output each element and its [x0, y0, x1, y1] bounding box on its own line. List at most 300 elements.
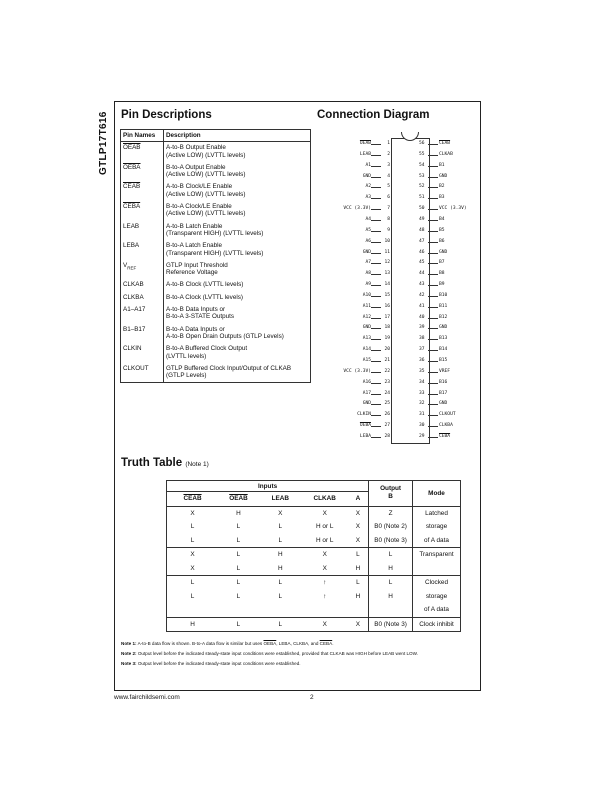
ic-pin-lead [428, 339, 438, 340]
ic-pin-lead [371, 144, 381, 145]
ic-pin [418, 183, 476, 191]
truth-cell [259, 603, 302, 617]
ic-pin-label: CLKBA [439, 423, 453, 429]
ic-pin-number: 54 [419, 162, 425, 168]
ic-pin-label: CEAB [439, 141, 451, 146]
ic-pin-number: 53 [419, 173, 425, 179]
ic-pin-label: GND [362, 249, 371, 255]
pin-name [121, 292, 164, 304]
truth-cell: X [302, 617, 348, 632]
truth-table-title [121, 457, 209, 469]
truth-cell [348, 603, 369, 617]
ic-pin [343, 205, 401, 213]
pin-description [164, 260, 311, 280]
ic-pin-label: A2 [365, 184, 371, 190]
truth-cell: Transparent [413, 548, 461, 562]
truth-table [166, 480, 461, 632]
truth-row [167, 520, 461, 534]
pin-description-line: (Active LOW) (LVTTL levels) [166, 151, 246, 159]
truth-cell: L [167, 576, 219, 590]
pin-description [164, 279, 311, 291]
ic-pin [343, 357, 401, 365]
ic-pin-number: 7 [387, 206, 390, 212]
pin-row [121, 324, 311, 344]
pin-name [121, 142, 164, 162]
truth-row [167, 506, 461, 520]
pin-description [164, 343, 311, 363]
ic-pin-label: A1 [365, 162, 371, 168]
truth-cell: L [167, 520, 219, 534]
ic-pin-lead [428, 296, 438, 297]
truth-cell [167, 603, 219, 617]
ic-pin-number: 45 [419, 260, 425, 266]
truth-row [167, 562, 461, 576]
ic-pin-lead [371, 220, 381, 221]
ic-pin [418, 314, 476, 322]
col-oeab: OEAB [218, 492, 259, 507]
ic-pin-number: 46 [419, 249, 425, 255]
col-ceab: CEAB [167, 492, 219, 507]
ic-pin [418, 292, 476, 300]
ic-pin-number: 37 [419, 347, 425, 353]
pin-name-text: CEAB [123, 183, 141, 191]
ic-pin-label: LEBA [359, 433, 371, 439]
ic-pin-label: GND [439, 325, 448, 331]
ic-pin-number: 9 [387, 227, 390, 233]
pin-name-text: LEBA [123, 242, 140, 250]
col-leab: LEAB [259, 492, 302, 507]
ic-pin-number: 50 [419, 206, 425, 212]
ic-pin-lead [428, 209, 438, 210]
ic-pin-label: B2 [439, 184, 445, 190]
pin-name [121, 279, 164, 291]
ic-pin [418, 303, 476, 311]
ic-pin-lead [428, 231, 438, 232]
ic-pin [418, 205, 476, 213]
truth-cell: L [167, 534, 219, 548]
truth-cell: L [278, 592, 283, 600]
pin-name [121, 260, 164, 280]
ic-pin-number: 30 [419, 423, 425, 429]
ic-pin-label: A4 [365, 216, 371, 222]
ic-pin-label: B15 [439, 358, 448, 363]
pin-name-text: CLKOUT [123, 364, 149, 372]
pin-description-line: B-to-A Latch Enable [166, 242, 223, 250]
pin-description-line: GTLP Input Threshold [166, 261, 228, 269]
pin-description-line: A-to-B Data Inputs or [166, 306, 226, 314]
ic-pin-number: 32 [419, 401, 425, 407]
pin-description-line: (Active LOW) (LVTTL levels) [166, 190, 246, 198]
truth-cell: of A data [413, 534, 461, 548]
ic-pin-label: A6 [365, 238, 371, 244]
note-1 [121, 639, 476, 649]
ic-pin [418, 162, 476, 170]
truth-cell: Clock inhibit [413, 617, 461, 632]
truth-cell: B0 (Note 3) [369, 617, 413, 632]
pin-name [121, 201, 164, 221]
ic-pin-lead [371, 404, 381, 405]
pin-description-line: (GTLP Levels) [166, 372, 207, 380]
pin-row [121, 142, 311, 162]
ic-pin-label: A10 [362, 292, 371, 298]
ic-pin-lead [428, 166, 438, 167]
truth-row [167, 603, 461, 617]
ic-pin [418, 259, 476, 267]
ic-pin [343, 324, 401, 332]
ic-pin-lead [371, 263, 381, 264]
output-header-sub: B [388, 493, 393, 501]
pin-description-line: B-to-A Clock/LE Enable [166, 203, 232, 211]
ic-pin [343, 162, 401, 170]
note-2 [121, 649, 476, 659]
note-1-text-a: A-to-B data flow is shown. B-to-A data flow is similar but uses [137, 641, 263, 646]
truth-cell: H or L [316, 523, 334, 531]
ic-pin-lead [371, 437, 381, 438]
pin-name [121, 240, 164, 260]
ic-pin-label: GND [439, 401, 448, 407]
pin-descriptions-title: Pin Descriptions [121, 109, 212, 121]
ic-pin-lead [371, 242, 381, 243]
ic-pin-label: GND [362, 401, 371, 407]
ic-pin-lead [428, 404, 438, 405]
truth-cell: L [348, 548, 369, 562]
ic-pin-number: 34 [419, 379, 425, 385]
ic-pin-number: 12 [384, 260, 390, 266]
ic-pin-number: 13 [384, 271, 390, 277]
ic-pin-lead [428, 187, 438, 188]
ic-pin-number: 2 [387, 151, 390, 157]
note-3-label: Note 3: [121, 661, 137, 666]
truth-cell: X [167, 548, 219, 562]
ic-pin-number: 23 [384, 379, 390, 385]
pin-name [121, 221, 164, 241]
ic-pin [343, 259, 401, 267]
ic-pin [418, 335, 476, 343]
ic-pin-number: 47 [419, 238, 425, 244]
pin-name-text: CLKAB [123, 281, 144, 289]
ic-pin [418, 400, 476, 408]
pin-description [164, 292, 311, 304]
ic-pin-lead [371, 155, 381, 156]
ic-pin-label: A12 [362, 314, 371, 320]
ic-pin-number: 27 [384, 423, 390, 429]
ic-pin [343, 379, 401, 387]
footer-url[interactable]: www.fairchildsemi.com [114, 694, 180, 701]
ic-pin [343, 238, 401, 246]
ic-pin [343, 173, 401, 181]
inputs-group-header: Inputs [167, 481, 369, 492]
pin-row [121, 343, 311, 363]
ic-pin-lead [371, 274, 381, 275]
side-part-number [98, 105, 112, 205]
pin-description [164, 221, 311, 241]
ic-pin-label: A13 [362, 336, 371, 342]
ic-pin-label: B11 [439, 303, 448, 309]
pin-description-line: GTLP Buffered Clock Input/Output of CLKAB [166, 364, 292, 372]
truth-cell: H [278, 551, 283, 559]
ic-pin [418, 216, 476, 224]
pin-name [121, 324, 164, 344]
truth-row [167, 576, 461, 590]
ic-pin [343, 335, 401, 343]
ic-pin [343, 346, 401, 354]
ic-pin-number: 35 [419, 368, 425, 374]
truth-cell: L [218, 562, 259, 576]
footer-page-number: 2 [310, 694, 314, 701]
ic-pin-label: B13 [439, 336, 448, 342]
ic-pin-lead [428, 307, 438, 308]
ic-pin-label: LEAB [359, 151, 371, 157]
ic-pin-number: 55 [419, 151, 425, 157]
pin-row [121, 240, 311, 260]
ic-pin-lead [371, 339, 381, 340]
ic-pin-lead [428, 144, 438, 145]
ic-pin-label: VCC (3.3V) [439, 206, 467, 212]
ic-pin-lead [428, 285, 438, 286]
pin-name-subscript: REF [127, 265, 137, 271]
ic-pin-number: 20 [384, 347, 390, 353]
ic-pin-number: 38 [419, 336, 425, 342]
truth-cell: H [236, 509, 241, 517]
ic-pin-label: A16 [362, 379, 371, 385]
note-2-text: Output level before the indicated steady-state input conditions were established, provided that CLKAB was HIGH before LEAB went LOW. [137, 651, 418, 656]
ic-pin [343, 303, 401, 311]
ic-pin [418, 140, 476, 148]
note-1-text-e: . [332, 641, 334, 646]
ic-pin-number: 16 [384, 303, 390, 309]
pin-description-line: B-to-A Clock (LVTTL levels) [166, 293, 243, 301]
ic-pin-lead [428, 415, 438, 416]
ic-pin-label: GND [439, 249, 448, 255]
pin-description-line: (Active LOW) (LVTTL levels) [166, 171, 246, 179]
truth-cell: Clocked [413, 576, 461, 590]
truth-cell: L [236, 551, 241, 559]
notes [121, 639, 476, 669]
ic-pin-label: B7 [439, 260, 445, 266]
pin-name-text: V [123, 261, 128, 269]
ic-pin-number: 49 [419, 216, 425, 222]
truth-cell: storage [413, 520, 461, 534]
pin-name [121, 363, 164, 383]
ic-pin [418, 433, 476, 441]
ic-pin-number: 6 [387, 195, 390, 201]
ic-pin-label: CEBA [439, 433, 451, 439]
ic-pin-lead [371, 372, 381, 373]
ic-pin-lead [371, 198, 381, 199]
pin-description-line: B-to-A 3-STATE Outputs [166, 313, 235, 321]
ic-pin-number: 26 [384, 412, 390, 418]
ic-pin [343, 400, 401, 408]
truth-cell: L [348, 576, 369, 590]
pin-description [164, 304, 311, 324]
pin-row [121, 181, 311, 201]
truth-row [167, 534, 461, 548]
truth-cell: L [278, 579, 283, 587]
truth-cell: H [348, 590, 369, 604]
truth-table-note-ref: (Note 1) [185, 461, 209, 468]
truth-cell [369, 603, 413, 617]
ic-pin-number: 24 [384, 390, 390, 396]
pin-description [164, 324, 311, 344]
output-header-text: Output [380, 485, 402, 493]
ic-pin [418, 411, 476, 419]
truth-cell: L [369, 576, 413, 590]
ic-pin [418, 238, 476, 246]
output-group-header [369, 481, 413, 507]
ic-pin-label: A17 [362, 390, 371, 396]
pin-descriptions-table [120, 129, 311, 383]
truth-cell: B0 (Note 3) [369, 534, 413, 548]
ic-pin-number: 29 [419, 433, 425, 439]
pin-description [164, 142, 311, 162]
ic-pin-label: A7 [365, 260, 371, 266]
pin-description-line: A-to-B Latch Enable [166, 222, 223, 230]
ic-pin-lead [371, 253, 381, 254]
note-3-text: Output level before the indicated steady-state input conditions were established. [137, 661, 301, 666]
ic-pin-lead [371, 177, 381, 178]
ic-pin-lead [371, 383, 381, 384]
ic-pin-lead [371, 350, 381, 351]
pin-name-text: CLKIN [123, 345, 142, 353]
pin-row [121, 162, 311, 182]
note-1-text-d: CEBA [319, 641, 333, 646]
ic-pin-number: 48 [419, 227, 425, 233]
pin-description-line: A-to-B Clock/LE Enable [166, 183, 233, 191]
ic-pin-lead [371, 318, 381, 319]
ic-pin-number: 14 [384, 282, 390, 288]
pin-description [164, 240, 311, 260]
truth-cell: H [348, 562, 369, 576]
ic-pin-number: 8 [387, 216, 390, 222]
ic-pin [343, 140, 401, 148]
ic-pin-lead [428, 328, 438, 329]
ic-pin-label: B3 [439, 195, 445, 201]
pin-name-text: LEAB [123, 222, 140, 230]
truth-cell: L [218, 617, 259, 632]
ic-pin-number: 25 [384, 401, 390, 407]
note-1-text-c: , LEBA, CLKBA, and [276, 641, 319, 646]
ic-pin [418, 357, 476, 365]
pin-description-line: Reference Voltage [166, 269, 218, 277]
truth-cell: X [348, 617, 369, 632]
ic-pin [343, 390, 401, 398]
pin-description [164, 181, 311, 201]
ic-pin [343, 249, 401, 257]
ic-pin-number: 56 [419, 141, 425, 146]
ic-pin [343, 216, 401, 224]
ic-pin-lead [428, 177, 438, 178]
truth-cell: ↑ [323, 579, 327, 587]
pin-description-line: B-to-A Output Enable [166, 163, 226, 171]
truth-cell: X [348, 506, 369, 520]
ic-pin-number: 10 [384, 238, 390, 244]
ic-pin-lead [371, 187, 381, 188]
ic-pin [418, 194, 476, 202]
pin-row [121, 292, 311, 304]
truth-cell [218, 603, 259, 617]
side-part-number-text: GTLP17T616 [98, 111, 109, 175]
ic-pin-lead [371, 307, 381, 308]
pin-name-text: CEBA [123, 203, 141, 211]
ic-pin-label: B10 [439, 292, 448, 298]
truth-cell: X [322, 509, 327, 517]
pin-description-line: (Transparent HIGH) (LVTTL levels) [166, 229, 264, 237]
note-3 [121, 659, 476, 669]
truth-cell: storage [413, 590, 461, 604]
ic-pin-lead [371, 328, 381, 329]
pin-row [121, 221, 311, 241]
ic-pin-label: VCC (3.3V) [343, 368, 371, 374]
truth-cell: X [278, 509, 283, 517]
truth-row [167, 590, 461, 604]
ic-pin [418, 324, 476, 332]
truth-cell: of A data [413, 603, 461, 617]
truth-cell: H or L [302, 534, 348, 548]
pin-row [121, 201, 311, 221]
truth-row [167, 617, 461, 632]
pin-name-text: A1–A17 [123, 306, 146, 314]
pin-description-line: A-to-B Clock (LVTTL levels) [166, 281, 244, 289]
ic-pin-label: A14 [362, 347, 371, 353]
truth-cell: ↑ [323, 592, 327, 600]
ic-pin-lead [428, 274, 438, 275]
ic-pin-label: CLKOUT [439, 412, 456, 418]
pin-name [121, 304, 164, 324]
ic-pin-label: GND [362, 173, 371, 179]
pin-name-text: B1–B17 [123, 325, 146, 333]
ic-pin-label: VREF [439, 368, 451, 374]
pin-description [164, 162, 311, 182]
ic-pin-number: 33 [419, 390, 425, 396]
ic-pin [343, 411, 401, 419]
ic-pin-number: 21 [384, 358, 390, 363]
ic-pin-lead [428, 350, 438, 351]
ic-pin-lead [428, 198, 438, 199]
ic-pin [418, 346, 476, 354]
pin-description [164, 201, 311, 221]
truth-cell: L [259, 534, 302, 548]
truth-table-title-text: Truth Table [121, 457, 183, 469]
truth-cell: B0 (Note 2) [369, 520, 413, 534]
ic-pin-label: B16 [439, 379, 448, 385]
ic-pin-lead [371, 361, 381, 362]
pin-description-line: A-to-B Open Drain Outputs (GTLP Levels) [166, 332, 284, 340]
truth-cell [413, 562, 461, 576]
ic-pin-label: A11 [362, 303, 371, 309]
truth-cell: H [259, 562, 302, 576]
pin-row [121, 260, 311, 280]
ic-pin-lead [371, 394, 381, 395]
col-header-description: Description [164, 130, 311, 142]
ic-pin-lead [428, 361, 438, 362]
ic-pin-number: 41 [419, 303, 425, 309]
truth-cell: Z [369, 506, 413, 520]
pin-description-line: B-to-A Data Inputs or [166, 325, 225, 333]
ic-pin [343, 183, 401, 191]
ic-pin-lead [428, 394, 438, 395]
ic-pin-lead [371, 426, 381, 427]
ic-pin [418, 249, 476, 257]
ic-pin-label: B12 [439, 314, 448, 320]
truth-cell [302, 603, 348, 617]
pin-description-line: (Transparent HIGH) (LVTTL levels) [166, 249, 264, 257]
pin-name-text: CLKBA [123, 293, 144, 301]
ic-pin-number: 17 [384, 314, 390, 320]
ic-pin-lead [428, 426, 438, 427]
pin-name [121, 343, 164, 363]
truth-cell: L [236, 579, 241, 587]
pin-name [121, 181, 164, 201]
